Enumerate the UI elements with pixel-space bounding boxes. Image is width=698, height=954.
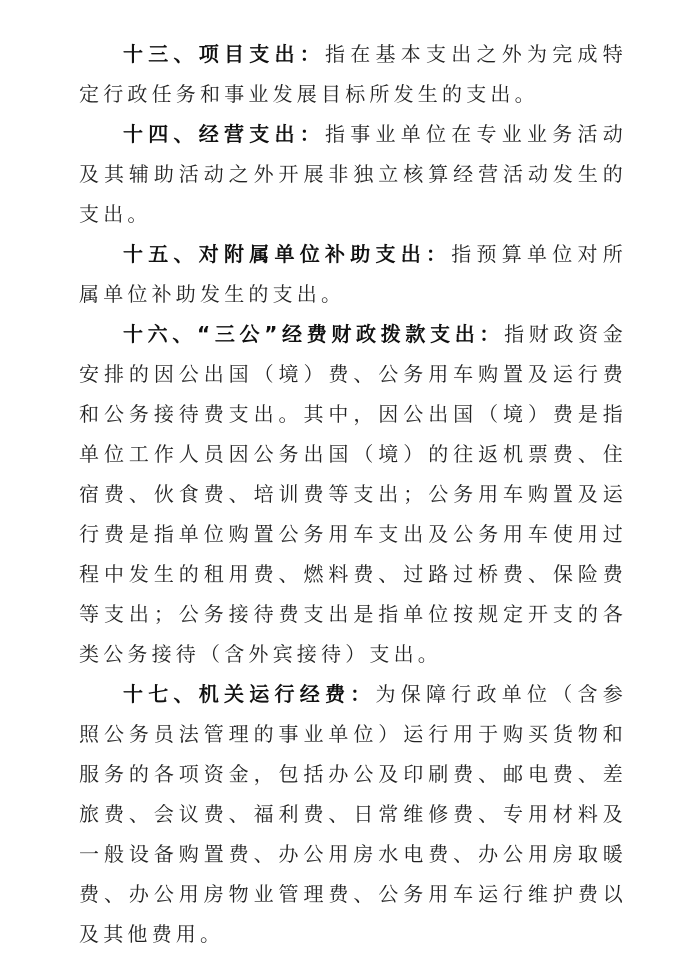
- paragraph-subsidiary-subsidy: [79, 234, 627, 314]
- paragraph-project-expenditure: [79, 34, 627, 114]
- paragraph-three-public-expenses: [79, 314, 627, 674]
- paragraph-agency-operating-funds: [79, 674, 627, 954]
- term-three-public-expenses: 十六、“三公”经费财政拨款支出：: [123, 322, 505, 346]
- definition-three-public-expenses: 指财政资金安排的因公出国（境）费、公务用车购置及运行费和公务接待费支出。其中，因公出国（境）费是指单位工作人员因公务出国（境）的往返机票费、住宿费、伙食费、培训费等支出；公务用车购置及运行费是指单位购置公务用车支出及公务用车使用过程中发生的租用费、燃料费、过路过桥费、保险费等支出；公务接待费支出是指单位按规定开支的各类公务接待（含外宾接待）支出。: [79, 322, 627, 666]
- paragraph-operating-expenditure: [79, 114, 627, 234]
- term-subsidiary-subsidy: 十五、对附属单位补助支出：: [123, 242, 452, 266]
- definition-project-expenditure: 指在基本支出之外为完成特定行政任务和事业发展目标所发生的支出。: [79, 42, 627, 106]
- document-body: [79, 34, 627, 954]
- term-operating-expenditure: 十四、经营支出：: [123, 122, 326, 146]
- definition-subsidiary-subsidy: 指预算单位对所属单位补助发生的支出。: [79, 242, 627, 306]
- definition-operating-expenditure: 指事业单位在专业业务活动及其辅助活动之外开展非独立核算经营活动发生的支出。: [79, 122, 627, 226]
- term-project-expenditure: 十三、项目支出：: [123, 42, 326, 66]
- term-agency-operating-funds: 十七、机关运行经费：: [123, 682, 376, 706]
- definition-agency-operating-funds: 为保障行政单位（含参照公务员法管理的事业单位）运行用于购买货物和服务的各项资金，包括办公及印刷费、邮电费、差旅费、会议费、福利费、日常维修费、专用材料及一般设备购置费、办公用房水电费、办公用房取暖费、办公用房物业管理费、公务用车运行维护费以及其他费用。: [79, 682, 628, 946]
